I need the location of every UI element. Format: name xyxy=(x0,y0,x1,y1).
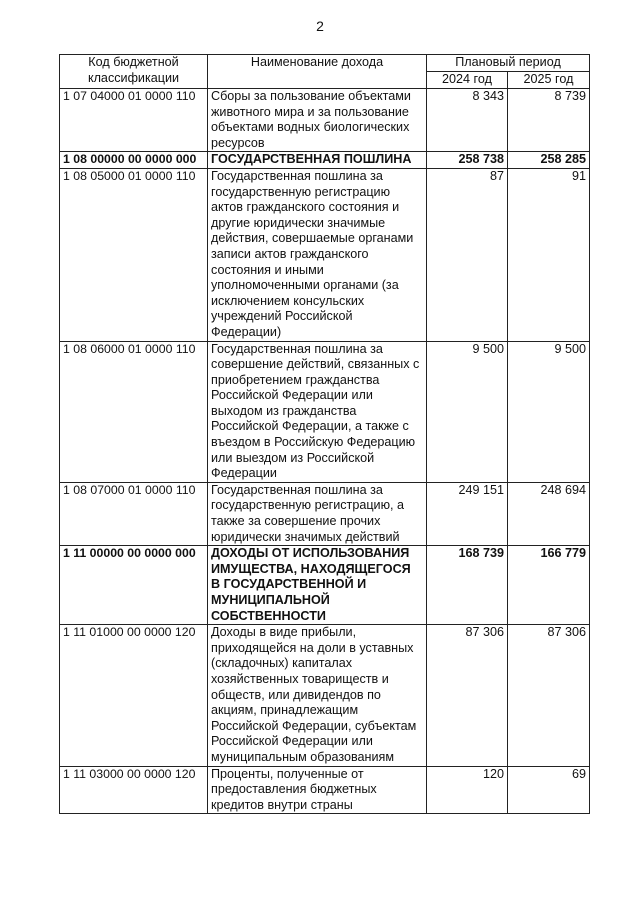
row-value-2024: 168 739 xyxy=(427,546,508,625)
row-code: 1 08 00000 00 0000 000 xyxy=(60,152,208,169)
row-value-2024: 87 306 xyxy=(427,625,508,766)
row-name: Сборы за пользование объектами животного мира и за пользование объектами водных биологических ресурсов xyxy=(208,89,427,152)
table-row xyxy=(60,482,590,545)
header-name: Наименование дохода xyxy=(208,55,427,89)
table-row xyxy=(60,168,590,341)
row-code: 1 11 03000 00 0000 120 xyxy=(60,766,208,814)
table-row xyxy=(60,341,590,482)
row-code: 1 11 00000 00 0000 000 xyxy=(60,546,208,625)
row-value-2024: 258 738 xyxy=(427,152,508,169)
row-name: ГОСУДАРСТВЕННАЯ ПОШЛИНА xyxy=(208,152,427,169)
row-value-2024: 249 151 xyxy=(427,482,508,545)
revenue-table xyxy=(59,54,590,814)
page-number: 2 xyxy=(316,18,324,34)
row-name: Доходы в виде прибыли, приходящейся на доли в уставных (складочных) капиталах хозяйственных товариществ и обществ, или дивидендов по акциям, принадлежащим Российской Федерации, субъектам Российской Федерации или муниципальным образованиям xyxy=(208,625,427,766)
row-name: Проценты, полученные от предоставления бюджетных кредитов внутри страны xyxy=(208,766,427,814)
row-name: Государственная пошлина за государственную регистрацию актов гражданского состояния и другие юридически значимые действия, совершаемые органами записи актов гражданского состояния и иными уполномоченными органами (за исключением консульских учреждений Российской Федерации) xyxy=(208,168,427,341)
row-code: 1 08 05000 01 0000 110 xyxy=(60,168,208,341)
row-value-2025: 166 779 xyxy=(508,546,590,625)
table-row xyxy=(60,766,590,814)
row-value-2024: 120 xyxy=(427,766,508,814)
row-value-2025: 91 xyxy=(508,168,590,341)
table-row xyxy=(60,89,590,152)
row-value-2025: 9 500 xyxy=(508,341,590,482)
header-period: Плановый период xyxy=(427,55,590,72)
row-name: Государственная пошлина за совершение действий, связанных с приобретением гражданства Российской Федерации или выходом из гражданства Российской Федерации, а также с въездом в Российскую Федерацию или выездом из Российской Федерации xyxy=(208,341,427,482)
row-value-2025: 69 xyxy=(508,766,590,814)
header-year-2024: 2024 год xyxy=(427,72,508,89)
row-code: 1 11 01000 00 0000 120 xyxy=(60,625,208,766)
row-value-2024: 8 343 xyxy=(427,89,508,152)
table-row xyxy=(60,152,590,169)
row-name: Государственная пошлина за государственную регистрацию, а также за совершение прочих юридически значимых действий xyxy=(208,482,427,545)
row-code: 1 08 07000 01 0000 110 xyxy=(60,482,208,545)
row-value-2025: 258 285 xyxy=(508,152,590,169)
row-value-2024: 9 500 xyxy=(427,341,508,482)
row-value-2025: 248 694 xyxy=(508,482,590,545)
row-code: 1 07 04000 01 0000 110 xyxy=(60,89,208,152)
table-row xyxy=(60,546,590,625)
row-name: ДОХОДЫ ОТ ИСПОЛЬЗОВАНИЯ ИМУЩЕСТВА, НАХОДЯЩЕГОСЯ В ГОСУДАРСТВЕННОЙ И МУНИЦИПАЛЬНОЙ СОБСТВЕННОСТИ xyxy=(208,546,427,625)
table-row xyxy=(60,625,590,766)
header-year-2025: 2025 год xyxy=(508,72,590,89)
row-value-2024: 87 xyxy=(427,168,508,341)
header-code: Код бюджетной классификации xyxy=(60,55,208,89)
row-value-2025: 87 306 xyxy=(508,625,590,766)
row-code: 1 08 06000 01 0000 110 xyxy=(60,341,208,482)
row-value-2025: 8 739 xyxy=(508,89,590,152)
